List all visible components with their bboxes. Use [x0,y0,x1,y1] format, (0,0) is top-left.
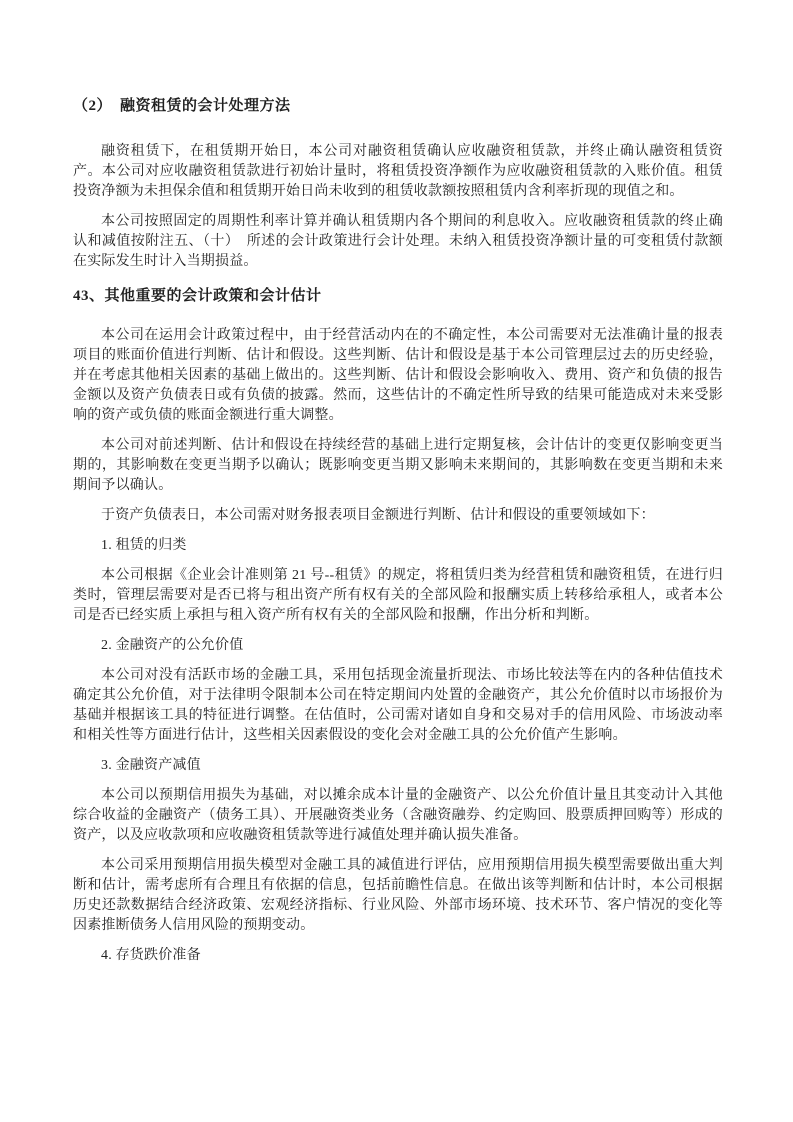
section-heading-other-policies-estimates: 43、其他重要的会计政策和会计估计 [73,288,322,304]
paragraph-lease-classification: 本公司根据《企业会计准则第 21 号--租赁》的规定，将租赁归类为经营租赁和融资租赁，在进行归类时，管理层需要对是否已将与租出资产所有权有关的全部风险和报酬实质上转移给承租人，或者本公司是否已经实质上承担与租入资产所有权有关的全部风险和报酬，作出分析和判断。 [73,568,723,623]
paragraph-finance-lease-interest-income: 本公司按照固定的周期性利率计算并确认租赁期内各个期间的利息收入。应收融资租赁款的终止确认和减值按附注五、（十） 所述的会计政策进行会计处理。未纳入租赁投资净额计量的可变租赁付款额在实际发生时计入当期损益。 [73,214,723,269]
section-heading-finance-lease-accounting: （2） 融资租赁的会计处理方法 [73,98,291,114]
paragraph-fair-value-valuation: 本公司对没有活跃市场的金融工具，采用包括现金流量折现法、市场比较法等在内的各种估值技术确定其公允价值，对于法律明令限制本公司在特定期间内处置的金融资产，其公允价值时以市场报价为基础并根据该工具的特征进行调整。在估值时，公司需对诸如自身和交易对手的信用风险、市场波动率和相关性等方面进行估计，这些相关因素假设的变化会对金融工具的公允价值产生影响。 [73,668,723,743]
subsection-label-inventory-write-down: 4. 存货跌价准备 [101,948,201,963]
paragraph-expected-credit-loss-model: 本公司采用预期信用损失模型对金融工具的减值进行评估，应用预期信用损失模型需要做出重大判断和估计，需考虑所有合理且有依据的信息，包括前瞻性信息。在做出该等判断和估计时，本公司根据历史还款数据结合经济政策、宏观经济指标、行业风险、外部市场环境、技术环节、客户情况的变化等因素推断债务人信用风险的预期变动。 [73,858,723,933]
subsection-label-lease-classification: 1. 租赁的归类 [101,538,187,553]
subsection-label-financial-asset-impairment: 3. 金融资产减值 [101,758,201,773]
paragraph-estimates-review: 本公司对前述判断、估计和假设在持续经营的基础上进行定期复核，会计估计的变更仅影响变更当期的，其影响数在变更当期予以确认；既影响变更当期又影响未来期间的，其影响数在变更当期和未来期间予以确认。 [73,438,723,493]
paragraph-estimates-uncertainty: 本公司在运用会计政策过程中，由于经营活动内在的不确定性，本公司需要对无法准确计量的报表项目的账面价值进行判断、估计和假设。这些判断、估计和假设是基于本公司管理层过去的历史经验，并在考虑其他相关因素的基础上做出的。这些判断、估计和假设会影响收入、费用、资产和负债的报告金额以及资产负债表日或有负债的披露。然而，这些估计的不确定性所导致的结果可能造成对未来受影响的资产或负债的账面金额进行重大调整。 [73,328,723,423]
paragraph-expected-credit-loss-basis: 本公司以预期信用损失为基础，对以摊余成本计量的金融资产、以公允价值计量且其变动计入其他综合收益的金融资产（债务工具）、开展融资类业务（含融资融券、约定购回、股票质押回购等）形成的资产，以及应收款项和应收融资租赁款等进行减值处理并确认损失准备。 [73,788,723,843]
subsection-label-fair-value: 2. 金融资产的公允价值 [101,638,244,653]
paragraph-key-areas-intro: 于资产负债表日，本公司需对财务报表项目金额进行判断、估计和假设的重要领域如下： [101,508,655,523]
paragraph-finance-lease-initial-measurement: 融资租赁下，在租赁期开始日，本公司对融资租赁确认应收融资租赁款，并终止确认融资租赁资产。本公司对应收融资租赁款进行初始计量时，将租赁投资净额作为应收融资租赁款的入账价值。租赁投资净额为未担保余值和租赁期开始日尚未收到的租赁收款额按照租赁内含利率折现的现值之和。 [73,144,723,199]
